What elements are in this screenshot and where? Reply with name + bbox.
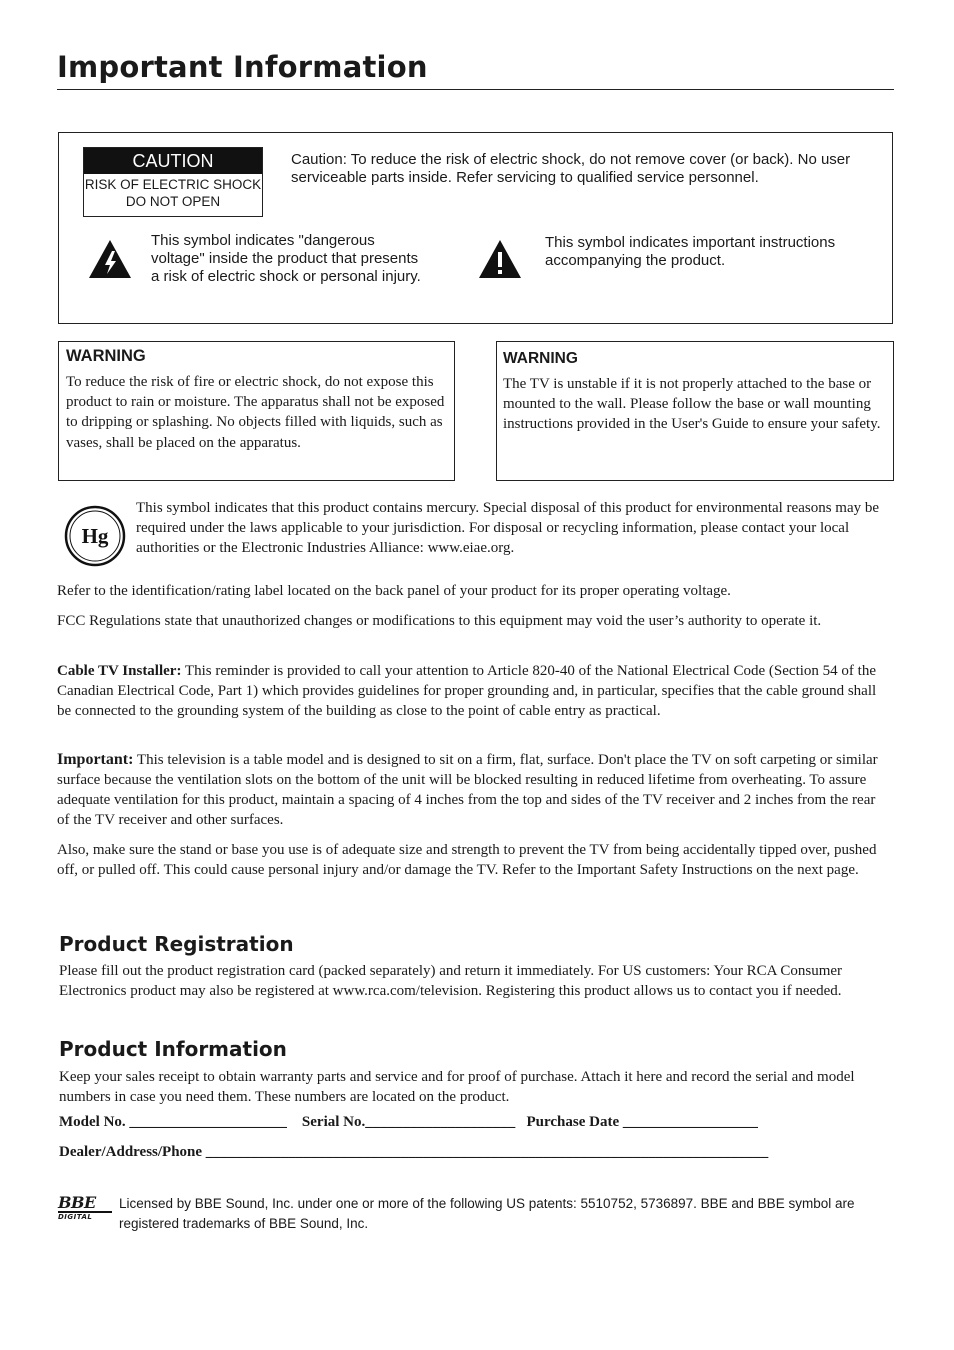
important-text: This television is a table model and is designed to sit on a firm, flat, surface. Don't place the TV on soft carpeting or similar surface because the ventilation slots on the bottom of the unit will be blocked resulting in reduced lifetime from overheating. To assure adequate ventilation for this product, maintain a spacing of 4 inches from the top and sides of the TV receiver and 2 inches from the rear of the TV receiver and other surfaces.	[57, 752, 878, 828]
mercury-text: This symbol indicates that this product contains mercury. Special disposal of this product for environmental reasons may be required under the laws applicable to your jurisdiction. For disposal or recycling information, please contact your local authorities or the Electronic Industries Alliance: www.eiae.org.	[136, 500, 880, 556]
rating-label-paragraph: Refer to the identification/rating label located on the back panel of your product for its proper operating voltage.	[57, 583, 731, 599]
bbe-logo-sub: DIGITAL	[58, 1213, 93, 1221]
title-divider	[57, 89, 894, 90]
caution-label-line1: RISK OF ELECTRIC SHOCK	[84, 177, 262, 192]
mercury-hg-icon	[64, 505, 126, 567]
dangerous-voltage-text: This symbol indicates "dangerous voltage" inside the product that presents a risk of electric shock or personal injury.	[151, 232, 421, 285]
bbe-license-text: Licensed by BBE Sound, Inc. under one or more of the following US patents: 5510752, 5736897. BBE and BBE symbol are registered trademarks of BBE Sound, Inc.	[119, 1196, 855, 1231]
product-registration-title: Product Registration	[59, 932, 294, 956]
caution-label-head: CAUTION	[84, 148, 262, 174]
mercury-symbol: Hg	[81, 524, 109, 548]
caution-text: Caution: To reduce the risk of electric shock, do not remove cover (or back). No user serviceable parts inside. Refer servicing to qualified service personnel.	[291, 151, 851, 186]
important-paragraph	[57, 750, 889, 830]
product-registration-text: Please fill out the product registration card (packed separately) and return it immediately. For US customers: Your RCA Consumer Electronics product may also be registered at www.rca.com/television. Registering this product allows us to contact you if needed.	[59, 963, 843, 999]
caution-panel	[58, 132, 893, 324]
fcc-paragraph: FCC Regulations state that unauthorized changes or modifications to this equipment may void the user’s authority to operate it.	[57, 613, 822, 629]
lightning-bolt-icon	[88, 239, 132, 279]
warning-title: WARNING	[503, 350, 578, 367]
record-fields-line1: Model No. _____________________ Serial No.____________________ Purchase Date __________________	[59, 1114, 758, 1130]
cable-installer-text: This reminder is provided to call your attention to Article 820-40 of the National Electrical Code (Section 54 of the Canadian Electrical Code, Part 1) which provides guidelines for proper grounding and, in particular, specifies that the cable ground shall be connected to the grounding system of the building as close to the point of cable entry as practical.	[57, 663, 877, 719]
important-instructions-text: This symbol indicates important instructions accompanying the product.	[545, 234, 836, 269]
caution-label	[83, 147, 263, 217]
caution-label-line2: DO NOT OPEN	[125, 194, 221, 209]
warning-box-stability	[496, 341, 894, 481]
product-information-title: Product Information	[59, 1037, 287, 1061]
bbe-digital-logo	[58, 1195, 114, 1221]
bbe-logo-text: BBE	[58, 1195, 112, 1213]
warning-box-moisture	[58, 341, 455, 481]
page-title: Important Information	[57, 50, 428, 84]
cable-installer-lead: Cable TV Installer:	[57, 663, 182, 679]
warning-title: WARNING	[66, 347, 146, 365]
important-lead: Important:	[57, 751, 134, 768]
exclamation-triangle-icon	[478, 239, 522, 279]
stand-paragraph: Also, make sure the stand or base you use is of adequate size and strength to prevent the TV from being accidentally tipped over, pushed off, or pulled off. This could cause personal injury and/or damage the TV. Refer to the Important Safety Instructions on the next page.	[57, 842, 877, 878]
cable-installer-paragraph	[57, 661, 889, 721]
warning-text: To reduce the risk of fire or electric shock, do not expose this product to rain or moisture. The apparatus shall not be exposed to dripping or splashing. No objects filled with liquids, such as vases, shall be placed on the apparatus.	[66, 374, 445, 451]
record-fields-line2: Dealer/Address/Phone ___________________________________________________________________________	[59, 1144, 769, 1160]
product-information-text: Keep your sales receipt to obtain warranty parts and service and for proof of purchase. Attach it here and record the serial and model numbers in case you need them. These numbers are located on the product.	[59, 1069, 855, 1105]
warning-text: The TV is unstable if it is not properly attached to the base or mounted to the wall. Please follow the base or wall mounting instructions provided in the User's Guide to ensure your safety.	[503, 376, 881, 433]
